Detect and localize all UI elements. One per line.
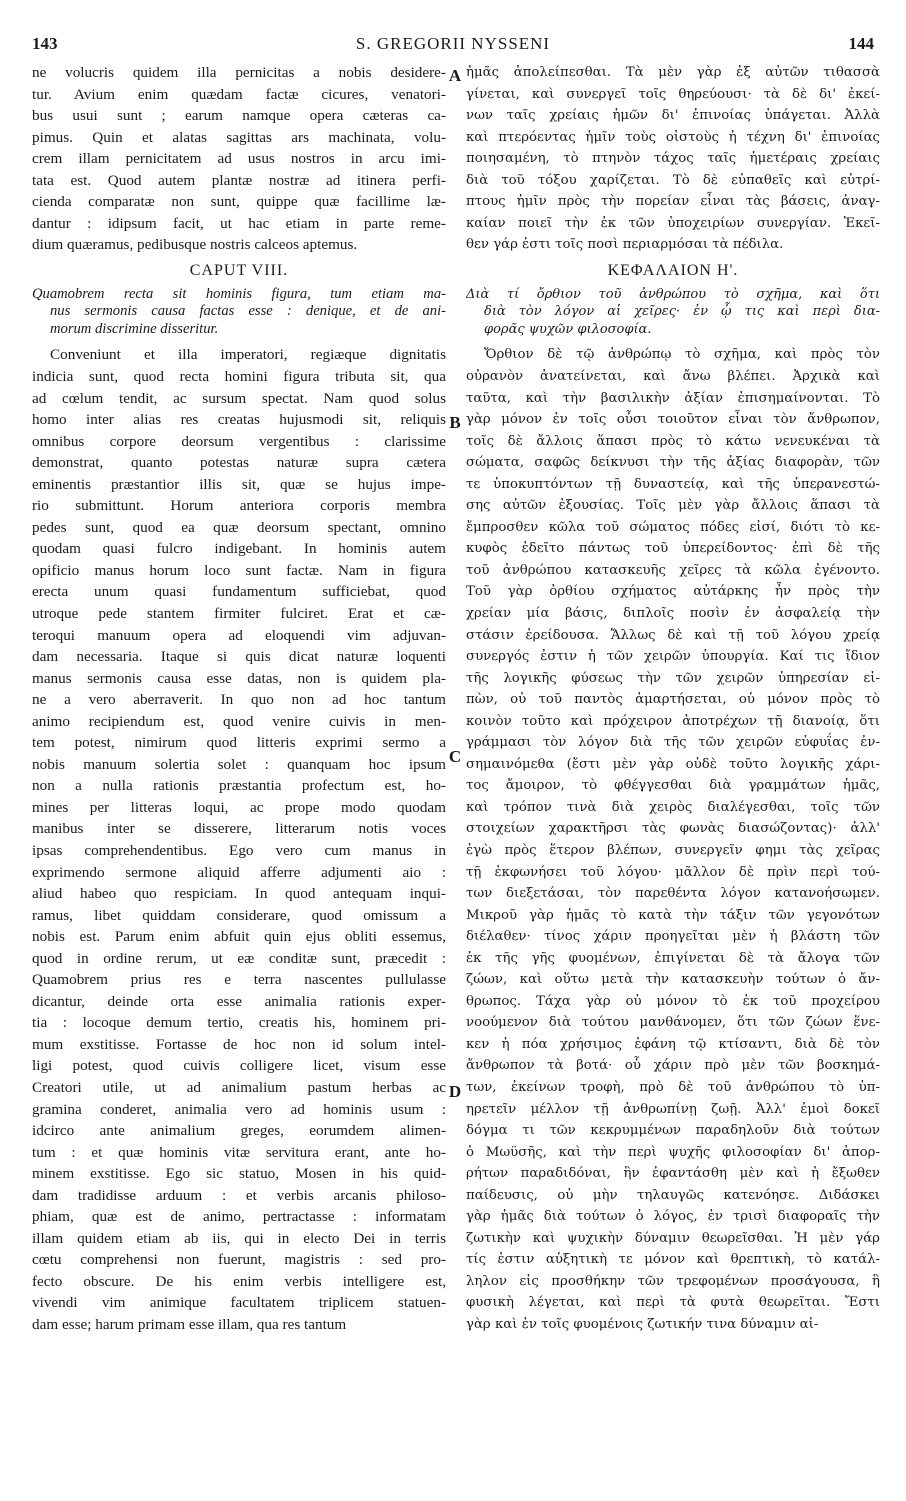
text-line: ἄνθρωπον τὰ βοτά· οὗ χάριν πρὸ μὲν τῶν βοσκημά- — [466, 1058, 880, 1074]
text-line: γὰρ ἡμᾶς διὰ τούτων ὁ λόγος, ἐν τρισὶ διαφοραῖς τὴν — [466, 1209, 880, 1225]
text-line: ἔμπροσθεν κῶλα τοῦ σώματος πόδες εἰσί, διότι τὸ κε- — [466, 519, 880, 535]
running-title: S. GREGORII NYSSENI — [355, 34, 551, 53]
margin-marker-d: D — [448, 1082, 462, 1101]
text-line: pedes sunt, quod ea quæ deorsum spectant, omnino — [32, 518, 446, 536]
text-line: ηρετεῖν μέλλον τῇ ἀνθρωπίνῃ ζωῇ. Ἀλλ' ἐμοὶ δοκεῖ — [466, 1101, 880, 1117]
text-line: τίς ἐστιν αὐξητικὴ τε μόνον καὶ θρεπτικὴ, τὸ κατάλ- — [466, 1252, 880, 1268]
text-line: γίνεται, καὶ συνεργεῖ τοῖς θηρεύουσι· τὰ δὲ δι' ἐκεί- — [466, 86, 880, 102]
text-line: ἡμᾶς ἀπολείπεσθαι. Τὰ μὲν γὰρ ἐξ αὐτῶν τιθασσὰ — [466, 65, 880, 80]
text-line: ad cœlum tendit, ac sursum spectat. Nam quod solus — [32, 389, 446, 407]
text-line: γράμμασι τὸν λόγον διὰ τῆς τῶν χειρῶν εὐφυΐας ἐν- — [466, 735, 880, 751]
text-line: mines per litteras loqui, ac prope modo quodam — [32, 798, 446, 816]
text-line: καὶ τρόπον τινὰ διὰ χειρὸς διαλέγεσθαι, τοῖς τῶν — [466, 799, 880, 815]
summary-line: nus sermonis causa factas esse : denique, et de ani- — [50, 303, 446, 320]
text-line: Μικροῦ γὰρ ἡμᾶς τὸ κατὰ τὴν τάξιν τῶν γεγονότων — [466, 907, 880, 923]
text-line: στάσιν ἐρείδουσα. Ἄλλως δὲ καὶ τῇ τοῦ λόγου χρείᾳ — [466, 627, 880, 643]
text-line: γὰρ καὶ ἐν τοῖς φυομένοις ζωτικήν τινα δύναμιν αἰ- — [466, 1317, 819, 1333]
text-line: tia : locoque demum tertio, creatis his, hominem pri- — [32, 1014, 446, 1032]
greek-intro-paragraph — [466, 62, 880, 256]
text-line: tem potest, nimirum quod litteris exprimi sermo a — [32, 734, 446, 752]
chapter-heading: CAPUT VIII. — [189, 261, 289, 279]
text-line: cœtu comprehensi non fuerunt, magistris : sed pro- — [32, 1251, 446, 1269]
text-line: φυσικὴ λέγεται, καὶ περὶ τὰ φυτὰ θεωρεῖται. Ἔστι — [466, 1295, 880, 1311]
text-line: dantur : idipsum facit, ut hac etiam in parte reme- — [32, 214, 446, 232]
text-line: κοινὸν τοῦτο καὶ πρόχειρον ἀποτρέχων τῇ διανοίᾳ, ὅτι — [466, 713, 880, 729]
text-line: ζώων, καὶ οὕτω μετὰ τὴν κατασκευὴν τούτων ὁ ἄν- — [466, 972, 880, 988]
text-line: καὶ πτερόεντας ἡμῖν τοὺς οἰστοὺς ἡ τέχνη δι' ἐπινοίας — [466, 129, 880, 145]
text-line: των διεξετάσαι, τὸν παρεθέντα λόγον κατανοήσωμεν. — [466, 886, 880, 902]
text-line: τοῦ ἀνθρώπου κατασκευῆς χεῖρες τὰ κῶλα ἐγένοντο. — [466, 562, 880, 578]
text-line: των, ἐκείνων τροφὴ, πρὸ δὲ τοῦ ἀνθρώπου τὸ ὑπ- — [466, 1080, 880, 1096]
summary-line: Διὰ τί ὄρθιον τοῦ ἀνθρώπου τὸ σχῆμα, καὶ ὅτι — [466, 286, 880, 302]
text-line: Creatori utile, ut ad animalium pastum herbas ac — [32, 1079, 446, 1097]
text-line: δόγμα τι τῶν κεκρυμμένων παραδηλοῦν διὰ τούτων — [466, 1123, 880, 1139]
text-line: ἐγὼ πρὸς ἕτερον βλέπων, συνεργεῖν φημι τὰς χεῖρας — [466, 843, 880, 858]
text-line: dam esse; harum primam esse illam, qua res tantum — [32, 1316, 347, 1334]
text-line: παίδευσις, οὐ μὴν τηλαυγῶς κατενόησε. Διδάσκει — [466, 1187, 880, 1203]
text-line: minem exstitisse. Ego sic statuo, Mosen in his quid- — [32, 1165, 446, 1183]
text-line: idcirco ante animalium greges, eorumdem alimen- — [32, 1122, 446, 1140]
summary-line: διὰ τὸν λόγον αἱ χεῖρες· ἐν ᾧ τις καὶ περὶ δια- — [484, 304, 880, 320]
text-line: ligi potest, quod cuivis colligere licet, visum esse — [32, 1057, 446, 1075]
text-line: ὁ Μωϋσῆς, καὶ τὴν περὶ ψυχῆς φιλοσοφίαν δι' ἀπορ- — [466, 1144, 880, 1160]
text-line: τῆς λογικῆς φύσεως τὴν τῶν χειρῶν ὑπηρεσίαν εἰ- — [466, 670, 880, 686]
chapter-summary — [32, 286, 446, 339]
text-line: phiam, quæ est de animo, pertractasse : informatam — [32, 1208, 446, 1226]
text-line: rio submittunt. Horum anteriora corporis membra — [32, 497, 446, 515]
text-line: tum : et quæ hominis vitæ servitura erant, ante ho- — [32, 1143, 446, 1161]
text-line: ζωτικὴν καὶ ψυχικὴν δύναμιν θεωρεῖσθαι. Ἡ μὲν γάρ — [466, 1230, 880, 1246]
text-line: στοιχείων χαρακτῆρσι τὰς φωνὰς διασώζοντας)· ἀλλ' — [466, 821, 880, 837]
text-line: demonstrat, quanto potestas naturæ supra cætera — [32, 454, 446, 472]
text-line: κυφὸς ἐδεῖτο πάντως τοῦ ὑπερείδοντος· ἐπὶ δὲ τῆς — [466, 541, 880, 557]
text-line: manibus inter se disserere, litterarum notis voces — [32, 820, 446, 838]
text-line: pimus. Quin et alatas sagittas ars machinata, volu- — [32, 128, 446, 146]
chapter-summary — [466, 286, 880, 339]
text-line: ἐκ τῆς γῆς φυομένων, ἐπιγίνεται δὲ τὰ ἄλογα τῶν — [466, 950, 880, 966]
text-line: erecta unum quasi fundamentum sufficiebat, quod — [32, 583, 446, 601]
text-line: οὐρανὸν ἀνατείνεται, καὶ ἄνω βλέπει. Ἀρχικὰ καὶ — [466, 368, 880, 384]
text-line: opificio manus horum loco sunt factæ. Nam in figura — [32, 561, 446, 579]
text-line: ne a vero aberraverit. In quo non ad hoc tantum — [32, 691, 446, 709]
text-line: quodam quasi fulcro indigebant. In hominis autem — [32, 540, 446, 558]
text-line: bus usui sunt ; earum namque opera cæteras ca- — [32, 107, 446, 125]
text-line: ipsas comprehendentibus. Ego vero cum manus in — [32, 842, 446, 859]
text-line: tur. Avium enim quædam factæ cicures, venatori- — [32, 85, 446, 103]
text-line: vivendi vim animique facultatem triplicem statuen- — [32, 1294, 446, 1312]
text-line: nobis est. Parum enim abfuit quin ejus obliti essemus, — [32, 928, 446, 946]
text-line: ρήτων παραδιδόναι, ἣν ἐφαντάσθη μὲν καὶ ἡ ἔξωθεν — [466, 1166, 880, 1182]
text-line: animo recipiendum est, quod venire cuivis in men- — [32, 712, 446, 730]
page-number-left: 143 — [32, 34, 58, 53]
text-line: mum exstitisse. Fortasse de hoc non id solum intel- — [32, 1035, 446, 1053]
text-line: ne volucris quidem illa pernicitas a nobis desidere- — [32, 64, 446, 81]
text-line: utroque pede stantem firmiter fulciret. Erat et cæ- — [32, 604, 446, 622]
text-line: crem illam pernicitatem ad usus nostros in arcu imi- — [32, 150, 446, 168]
summary-line: Quamobrem recta sit hominis figura, tum etiam ma- — [32, 285, 446, 302]
text-line: manus sermonis causa esse datas, non is quidem pla- — [32, 669, 446, 687]
summary-line: morum discrimine disseritur. — [50, 320, 219, 337]
text-line: τῇ ἐκφωνήσει τοῦ λόγου· μᾶλλον δὲ πρὶν περὶ τού- — [466, 864, 880, 880]
page-header — [32, 20, 874, 54]
text-line: τοῖς δὲ ἄλλοις ἅπασι πρὸς τὸ κάτω νενευκέναι τὰ — [466, 433, 880, 449]
text-line: ταῦτα, καὶ τὴν βασιλικὴν ἀξίαν ἐπισημαίνονται. Τὸ — [466, 390, 880, 406]
latin-intro-paragraph — [32, 62, 446, 256]
text-line: πτους ἡμῖν πρὸς τὴν πορείαν εἶναι τὰς βάσεις, ἀναγ- — [466, 194, 880, 210]
text-line: πὼν, οὐ τοῦ παντὸς ἁμαρτήσεται, οὐ μόνον πρὸς τὸ — [466, 692, 880, 708]
latin-column — [32, 62, 446, 1336]
text-line: Τοῦ γὰρ ὀρθίου σχήματος αὐτάρκης ἦν πρὸς τὴν — [466, 584, 880, 600]
text-line: Quamobrem prius res e terra nascentes pullulasse — [32, 971, 446, 989]
summary-line: φορᾶς ψυχῶν φιλοσοφία. — [484, 321, 652, 337]
text-line: διὰ τοῦ τόξου χαρίζεται. Τὸ δὲ εὐπαθεῖς καὶ εὐτρί- — [466, 172, 880, 188]
text-line: aliud habeo quo respiciam. In quod antequam inqui- — [32, 885, 446, 903]
text-line: omnibus corpore deorsum vergentibus : clarissime — [32, 432, 446, 450]
text-line: Conveniunt et illa imperatori, regiæque dignitatis — [50, 346, 446, 364]
text-line: dam necessaria. Itaque si quis dicat naturæ loquenti — [32, 648, 446, 666]
margin-marker-c: C — [448, 747, 462, 766]
text-line: gramina conderet, animalia vero ad hominis usum : — [32, 1100, 446, 1118]
text-line: exprimendo sermone aliquid afferre adjumenti aio : — [32, 863, 446, 881]
greek-body-text — [466, 344, 880, 1335]
margin-marker-b: B — [449, 413, 461, 432]
text-line: quod in ordine rerum, ut eæ conditæ sunt, præcedit : — [32, 949, 446, 967]
text-line: indicia sunt, quod recta homini figura tributa sit, qua — [32, 367, 446, 385]
text-line: νων ταῖς χρείαις ἡμῶν δι' ἐπινοίας ὑπάγεται. Ἀλλὰ — [466, 108, 880, 124]
text-line: cienda comparatæ non sunt, quippe quæ facillime læ- — [32, 193, 446, 211]
text-line: κεν ἡ πόα χρήσιμος ἐφάνη τῷ κτίσαντι, διὰ δὲ τὸν — [466, 1036, 880, 1052]
text-line: γὰρ μόνον ἐν τοῖς οὖσι τοιοῦτον εἶναι τὸν ἄνθρωπον, — [466, 412, 880, 428]
text-line: dicantur, deinde orta esse animalia rationis exper- — [32, 992, 446, 1010]
text-line: σημαινόμεθα (ἔστι μὲν γὰρ οὐδὲ τοῦτο λογικῆς χάρι- — [466, 756, 880, 772]
text-line: τε ὑποκυπτόντων τῇ δυναστείᾳ, καὶ τῆς ὑπερανεστώ- — [466, 476, 880, 492]
text-line: Ὄρθιον δὲ τῷ ἀνθρώπῳ τὸ σχῆμα, καὶ πρὸς τὸν — [484, 347, 880, 363]
greek-column — [466, 62, 880, 1336]
text-line: συνεργός ἐστιν ἡ τῶν χειρῶν ὑπουργία. Καί τις ἴδιον — [466, 649, 880, 665]
text-line: fecto obscure. De his enim verbis intelligere est, — [32, 1272, 446, 1290]
chapter-heading: ΚΕΦΑΛΑΙΟΝ Η'. — [607, 261, 739, 279]
latin-body-text — [32, 344, 446, 1335]
text-line: eminentis præstantior illis sit, quæ se hujus impe- — [32, 475, 446, 493]
text-line: dam tradidisse arduum : et verbis arcanis philoso- — [32, 1186, 446, 1204]
text-line: διέλαθεν· τίνος χάριν προηγεῖται μὲν ἡ βλάστη τῶν — [466, 929, 880, 945]
text-line: non a nulla rationis præstantia profectum est, ho- — [32, 777, 446, 795]
text-line: καίαν ποιεῖ τὴν ἐκ τῶν ὑποχειρίων συνεργίαν. Ἐκεῖ- — [466, 215, 880, 231]
text-line: ramus, libet quiddam considerare, quod omissum a — [32, 906, 446, 924]
text-line: nobis manuum solertia solet : quanquam hoc ipsum — [32, 755, 446, 773]
text-line: dium quæramus, pedibusque nostris calceos aptemus. — [32, 236, 358, 254]
text-line: ποιησαμένη, τὸ πτηνὸν τάχος ταῖς ἡμετέραις χρείαις — [466, 151, 880, 167]
text-line: τος ἄμοιρον, τὸ φθέγγεσθαι διὰ γραμμάτων ἡμᾶς, — [466, 778, 880, 794]
text-line: homo inter alias res creatas hujusmodi sit, reliquis — [32, 411, 446, 429]
text-line: θεν γάρ ἐστι τοῖς ποσὶ περιαρμόσαι τὰ πέδιλα. — [466, 237, 784, 253]
text-line: νοούμενον διὰ τούτου μανθάνομεν, ὅτι τῶν ζώων ἕνε- — [466, 1015, 880, 1031]
text-line: ληλον εἰς προσθήκην τῶν τρεφομένων προσάγουσα, ἣ — [466, 1273, 880, 1289]
text-line: χρείαν μία βάσις, διπλοῖς ποσὶν ἐν ἀσφαλείᾳ τὴν — [466, 605, 880, 621]
text-line: θρωπος. Τάχα γὰρ οὐ μόνον τὸ ἐκ τοῦ προχείρου — [466, 993, 880, 1009]
text-line: teroqui manuum opera ad eloquendi vim adjuvan- — [32, 626, 446, 644]
text-line: σης αὐτῶν ἐξουσίας. Τοῖς μὲν γὰρ ἄλλοις ἅπασι τὰ — [466, 498, 880, 514]
page-number-right: 144 — [848, 34, 874, 53]
text-line: illam quidem etiam ab iis, qui in electo Dei in terris — [32, 1229, 446, 1247]
text-line: tata est. Quod autem plantæ nostræ ad itinera perfi- — [32, 171, 446, 189]
text-line: σώματα, σαφῶς δείκνυσι τὴν τῆς ἀξίας διαφορὰν, τῶν — [466, 455, 880, 471]
margin-marker-a: A — [448, 66, 462, 85]
